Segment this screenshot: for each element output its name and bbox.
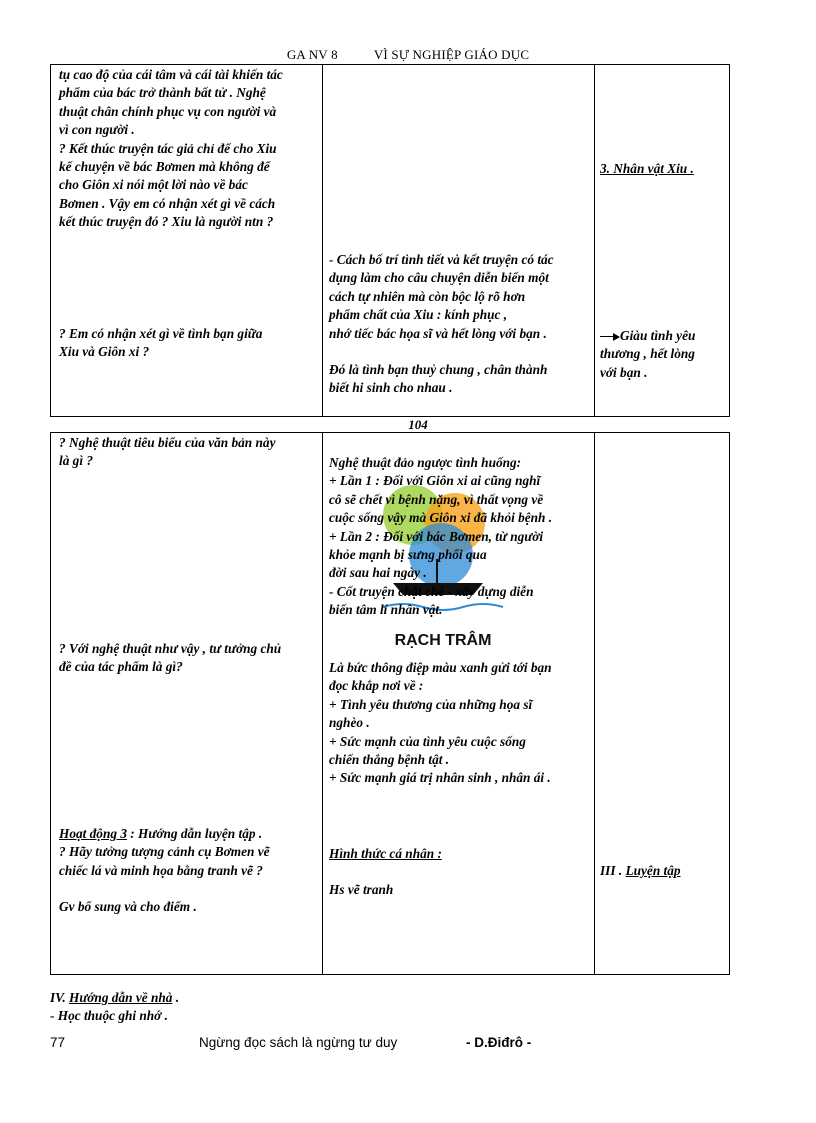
footer-quote: Ngừng đọc sách là ngừng tư duy bbox=[199, 1035, 398, 1050]
watermark-text: RẠCH TRÂM bbox=[394, 632, 492, 649]
student-answer-structure: - Cách bố trí tình tiết và kết truyện có tác dụng làm cho câu chuyện diễn biến một cách tự nhiên mà còn bộc lộ rõ hơn phẩm chất của Xiu : kính phục , nhớ tiếc bác họa sĩ và hết lòng với bạn . bbox=[329, 252, 554, 341]
right-arrow-icon bbox=[600, 333, 620, 341]
answer-art: Nghệ thuật đảo ngược tình huống: + Lần 1 : Đối với Giôn xi ai cũng nghĩ cô sẽ chết vì bệnh nặng, vì thất vọng về cuộc sống vậy mà Giôn xi đã khỏi bệnh . + Lần 2 : Đối với bác Bơmen, từ người khỏe mạnh bị sưng phổi qua đời sau hai ngày . - Cốt truyện chặt chẽ - xây dựng diễn biến tâm lí nhân vật. bbox=[329, 455, 553, 618]
section-title-xiu: 3. Nhân vật Xiu . bbox=[600, 161, 694, 176]
xiu-summary: Giàu tình yêu thương , hết lòng với bạn . bbox=[600, 328, 696, 380]
column-divider bbox=[322, 433, 323, 974]
homework-heading: Hướng dẫn về nhà bbox=[68, 990, 173, 1005]
homework-section: IV. Hướng dẫn về nhà . - Học thuộc ghi nhớ . bbox=[50, 989, 179, 1026]
footer-author: - D.Điđrô - bbox=[466, 1035, 532, 1050]
individual-form-label: Hình thức cá nhân : bbox=[329, 846, 442, 861]
footer-page-number: 77 bbox=[50, 1035, 66, 1050]
column-divider bbox=[322, 65, 323, 416]
activity-3-label: Hoạt động 3 bbox=[59, 826, 127, 841]
homework-line: - Học thuộc ghi nhớ . bbox=[50, 1008, 168, 1024]
activity-3: Hoạt động 3 : Hướng dẫn luyện tập . ? Hãy tưởng tượng cảnh cụ Bơmen vẽ chiếc lá và minh họa bằng tranh vẽ ? Gv bổ sung và cho điểm . bbox=[59, 826, 270, 915]
page-number-104: 104 bbox=[408, 417, 428, 432]
header-left: GA NV 8 bbox=[286, 47, 338, 62]
page-header bbox=[0, 47, 816, 63]
lesson-table-2 bbox=[50, 432, 730, 975]
lesson-table-1 bbox=[50, 64, 730, 417]
teacher-questions-1: tụ cao độ của cái tâm và cái tài khiến tác phẩm của bác trở thành bất tử . Nghệ thuật chân chính phục vụ con người và vì con người . ? Kết thúc truyện tác giả chỉ để cho Xiu kể chuyện về bác Bơmen mà không để cho Giôn xi nói một lời nào về bác Bơmen . Vậy em có nhận xét gì về cách kết thúc truyện đó ? Xiu là người ntn ? bbox=[59, 67, 283, 230]
student-answer-friendship: Đó là tình bạn thuỷ chung , chân thành biết hi sinh cho nhau . bbox=[329, 362, 548, 396]
answer-theme: Là bức thông điệp màu xanh gửi tới bạn đọc khắp nơi về : + Tình yêu thương của những họa sĩ nghèo . + Sức mạnh của tình yêu cuộc sống chiến thắng bệnh tật . + Sức mạnh giá trị nhân sinh , nhân ái . bbox=[329, 660, 552, 786]
column-divider bbox=[594, 65, 595, 416]
teacher-question-friendship: ? Em có nhận xét gì về tình bạn giữa Xiu và Giôn xi ? bbox=[59, 326, 263, 360]
question-art: ? Nghệ thuật tiêu biểu của văn bản này là gì ? bbox=[59, 435, 276, 469]
answer-practice: Hình thức cá nhân : Hs vẽ tranh bbox=[329, 845, 591, 900]
section-title-practice: III . Luyện tập bbox=[600, 863, 681, 878]
question-theme: ? Với nghệ thuật như vậy , tư tưởng chủ đề của tác phẩm là gì? bbox=[59, 641, 282, 675]
column-divider bbox=[594, 433, 595, 974]
header-right: VÌ SỰ NGHIỆP GIÁO DỤC bbox=[373, 47, 530, 62]
